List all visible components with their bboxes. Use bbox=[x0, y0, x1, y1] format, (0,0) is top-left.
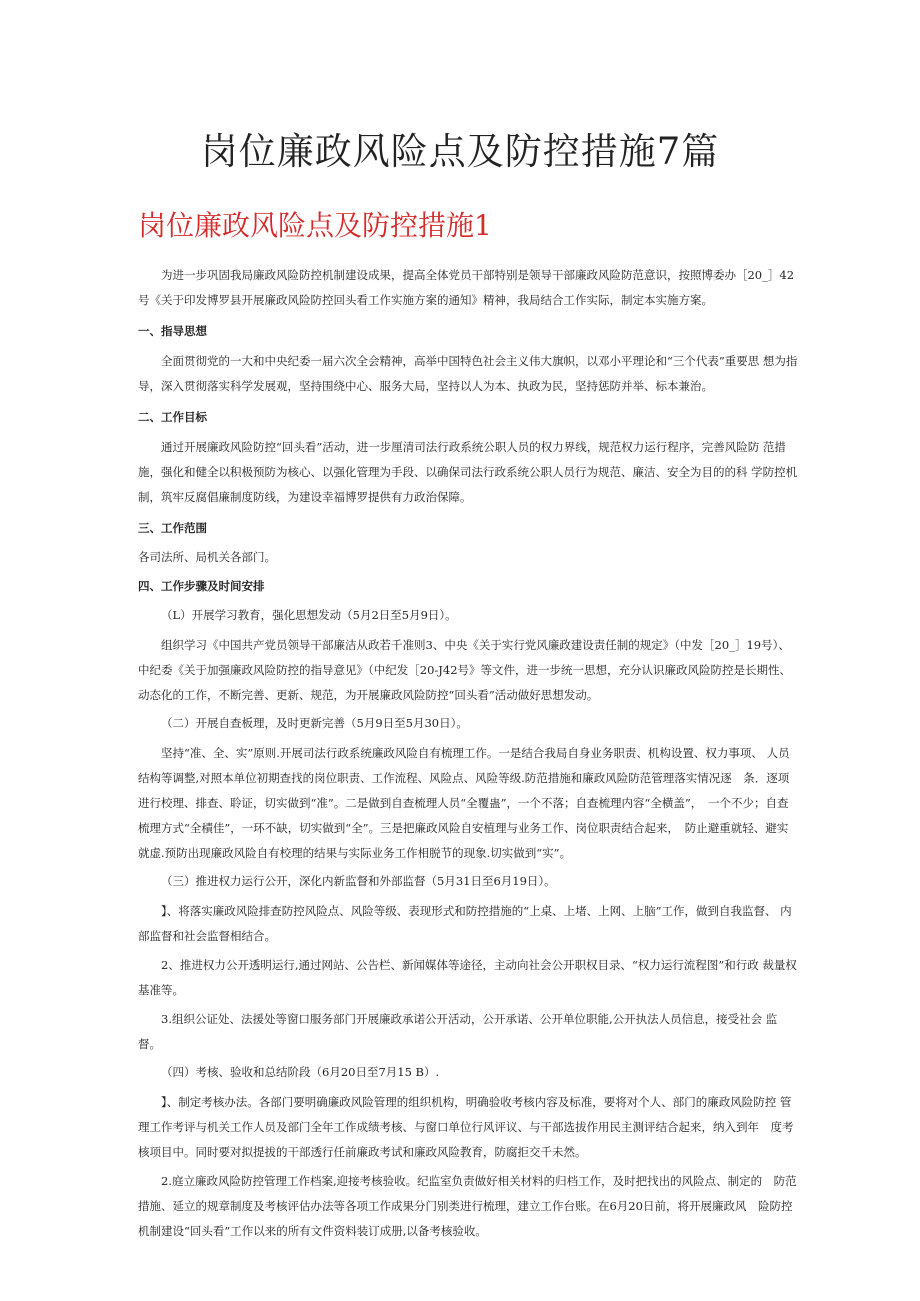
step-2-title: （二）开展自查板理，及时更新完善（5月9日至5月30日）。 bbox=[161, 716, 468, 730]
paragraph-step-3-item-1: 】、将落实廉政风险排查防控风险点、风险等级、表现形式和防控措施的“上桌、上堵、上网、上脑”工作，做到自我监督、 内部监督和社会监督相结合。 bbox=[138, 904, 792, 943]
paragraph-work-scope: 各司法所、局机关各部门。 bbox=[138, 550, 276, 564]
document-body bbox=[138, 263, 806, 1248]
paragraph-step-4-item-1: 】、制定考核办法。各部门要明确廉政风险管理的组织机构，明确验收考核内容及标准，要将对个人、部门的廉政风险防控 管理工作考评与机关工作人员及部门全年工作成绩考核、与窗口单位行风评议、与干部选拔作用民主测评结合起来，纳入到年 度考核项目中。同时要对拟提拔的干部透行任前廉政考试和廉政风险教育，防腐拒交千未然。 bbox=[138, 1095, 794, 1159]
step-4-title: （四）考核、验收和总结阶段（6月20日至7月15 B）. bbox=[161, 1065, 440, 1079]
heading-work-steps: 四、工作步骤及时间安排 bbox=[138, 579, 265, 593]
main-title: 岗位廉政风险点及防控措施7篇 bbox=[200, 130, 720, 173]
heading-guiding-ideology: 一、指导思想 bbox=[138, 324, 207, 338]
paragraph-step-4-item-2: 2.庭立廉政风险防控管理工作档案,迎接考核验收。纪监室负责做好相关材料的归档工作，及时把找出的风险点、制定的 防范措施、延立的规章制度及考核评估办法等各项工作成果分门别类进行梳理，建立工作台账。在6月20日前，将开展廉政风 险防控机制建设“回头看”工作以来的所有文件资料装订成册,以备考核验收。 bbox=[138, 1174, 797, 1238]
paragraph-step-2: 坚持“准、全、实”原则.开展司法行政系统廉政风险自有梳理工作。一是结合我局自身业务职责、机构设置、权力事项、 人员结构等调整,对照本单位初期查找的岗位职责、工作流程、风险点、风险等级.防范措施和廉政风险防范管理落实情况逐 条．逐项进行校理、排查、聆证，切实做到“准”。二是做到自查梳理人员“全覆蛊”，一个不落；自查梳理内容“全横盖”， 一个不少；自查梳理方式“全積佳”，一环不缺，切实做到“全”。三是把廉政风险自安植理与业务工作、岗位职责结合起来， 防止避重就轻、避实就虚.预防出现廉政风险自有校理的结果与实际业务工作相脱节的现象.切实做到“实”。 bbox=[138, 746, 790, 860]
paragraph-step-1: 组织学习《中国共产党员领导干部廉洁从政若千准则3、中央《关于实行党风廉政建设责任制的规定》（中发［20_］19号）、 中纪委《关于加强廉政风险防控的指导意见》（中纪发［20-J42号》等文件，进一步统一思想，充分认识廉政风险防控是长期性、 动态化的工作，不断完善、更新、规范，为开展廉政风险防控“回头看”活动做好思想发动。 bbox=[138, 638, 796, 702]
section-title: 岗位廉政风险点及防控措施1 bbox=[138, 209, 492, 242]
paragraph-step-3-item-3: 3.组织公证处、法援处等窗口服务部门开展廉政承诺公开活动，公开承诺、公开单位职能,公开执法人员信息，接受社会 监督。 bbox=[138, 1012, 778, 1051]
intro-paragraph: 为进一步巩固我局廉政风险防控机制建设成果，提高全体党员干部特别是领导干部廉政风险防范意识，按照博委办［20_］42 号《关于印发博罗县开展廉政风险防控回头看工作实施方案的通知》精神，我局结合工作实际，制定本实施方案。 bbox=[138, 268, 806, 307]
paragraph-work-goals: 通过开展廉政风险防控“回头看”活动，进一步厘清司法行政系统公职人员的权力界线，规范权力运行程序，完善风险防 范措施，强化和健全以积极预防为核心、以强化管理为手段、以确保司法行政系统公职人员行为规范、廉洁、安全为目的的科 学防控机制，筑牢反腐倡廉制度防线，为建设幸福博罗提供有力政治保障。 bbox=[138, 440, 798, 504]
paragraph-step-3-item-2: 2、推进权力公开透明运行,通过网站、公告栏、新闻媒体等途径，主动向社会公开职权目录、“权力运行流程图”和行政 裁量权基准等。 bbox=[138, 958, 797, 997]
heading-work-goals: 二、工作目标 bbox=[138, 410, 207, 424]
step-3-title: （三）推进权力运行公开，深化内新监督和外部监督（5月31日至6月19日）。 bbox=[161, 874, 556, 888]
paragraph-guiding-ideology: 全面贯彻党的一大和中央纪委一届六次全会精神，高举中国特色社会主义伟大旗帜，以邓小平理论和“三个代表”重要思 想为指导，深入贯彻落实科学发展观，坚持围绕中心、服务大局，坚持以人为本、执政为民，坚持惩防并举、标本兼治。 bbox=[138, 354, 798, 393]
step-1-title: （L）开展学习教育，强化思想发动（5月2日至5月9日）。 bbox=[161, 608, 457, 622]
heading-work-scope: 三、工作范围 bbox=[138, 521, 207, 535]
